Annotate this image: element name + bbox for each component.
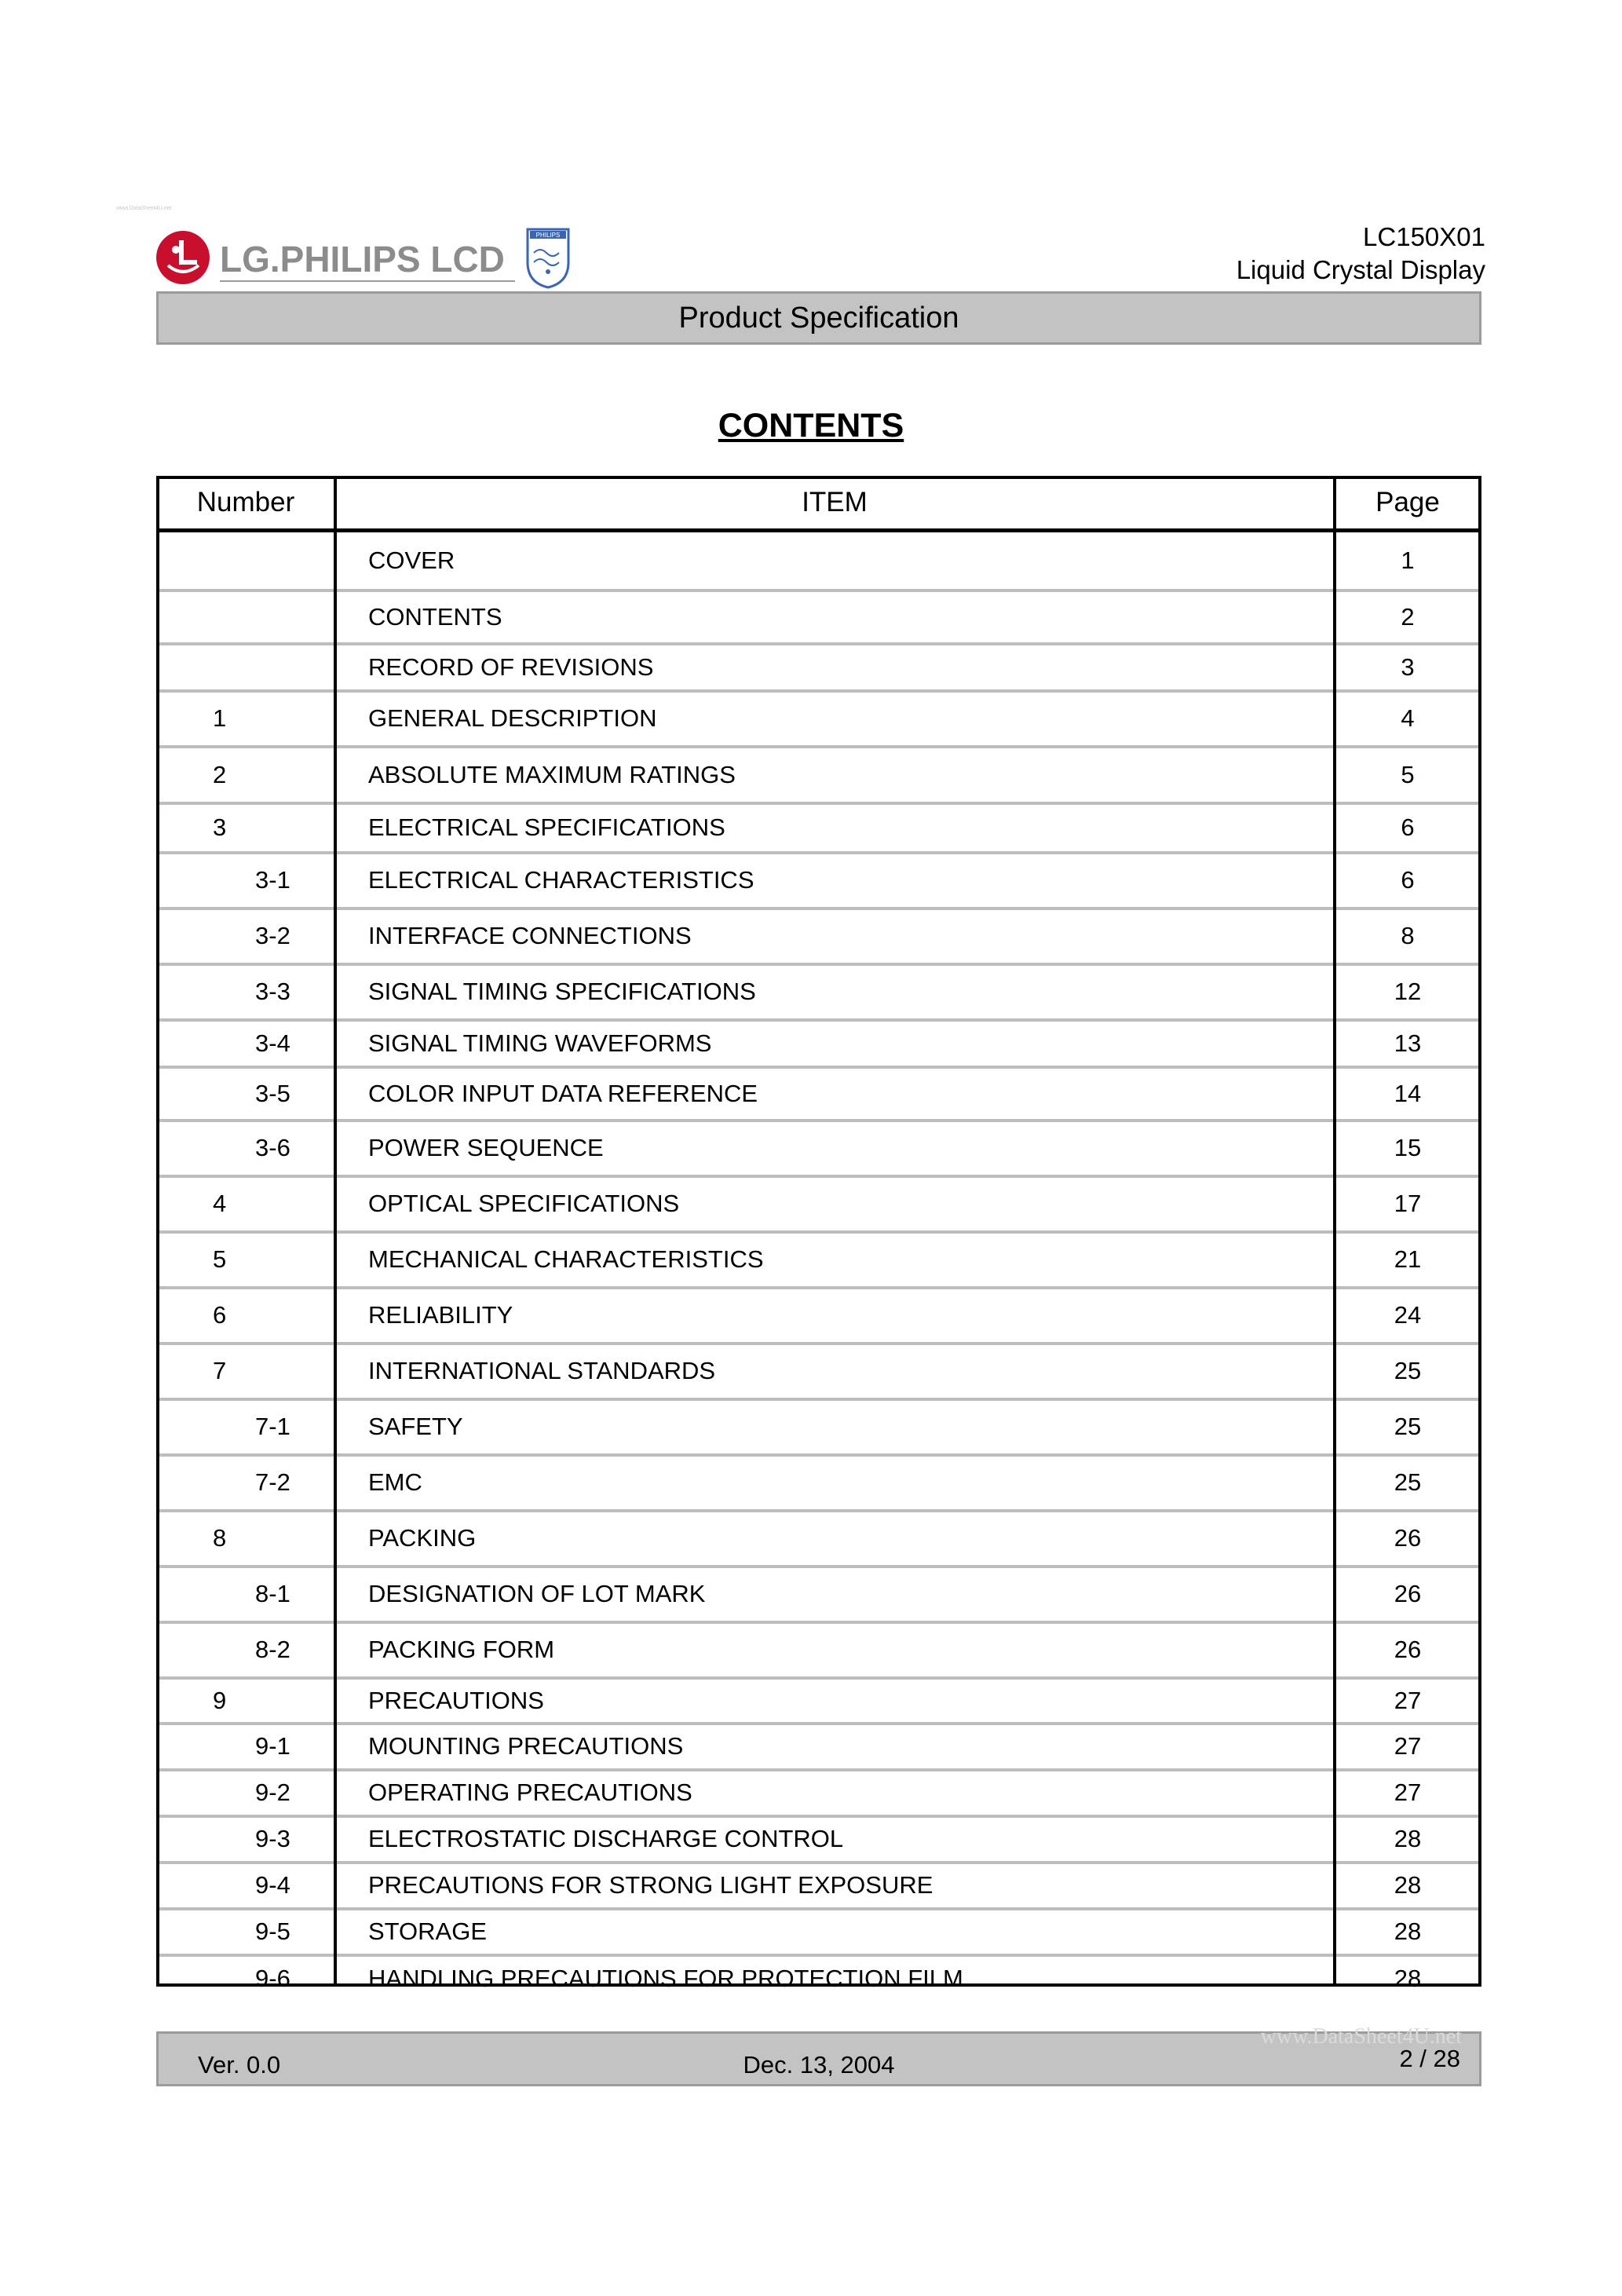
table-header-row <box>156 476 1481 531</box>
row-page: 2 <box>1334 590 1481 644</box>
table-row <box>156 1121 1481 1176</box>
footer-watermark: www.DataSheet4U.net <box>1260 2024 1462 2049</box>
table-row <box>156 964 1481 1020</box>
table-row <box>156 803 1481 853</box>
row-item: EMC <box>335 1455 1334 1511</box>
table-row <box>156 644 1481 691</box>
row-number: 1 <box>156 691 335 747</box>
row-number: 7-1 <box>156 1399 335 1455</box>
row-number: 3-3 <box>156 964 335 1020</box>
row-item: PACKING FORM <box>335 1622 1334 1678</box>
row-page: 26 <box>1334 1622 1481 1678</box>
table-row <box>156 1863 1481 1909</box>
row-item: CONTENTS <box>335 590 1334 644</box>
row-number: 3 <box>156 803 335 853</box>
row-item: MECHANICAL CHARACTERISTICS <box>335 1232 1334 1288</box>
row-item: PRECAUTIONS <box>335 1678 1334 1724</box>
lg-face-icon <box>156 231 210 284</box>
contents-table <box>156 476 1481 2002</box>
philips-shield-icon <box>528 229 568 287</box>
row-number: 9-3 <box>156 1816 335 1863</box>
row-item: DESIGNATION OF LOT MARK <box>335 1567 1334 1622</box>
document-title-bar <box>156 291 1481 345</box>
row-item: STORAGE <box>335 1909 1334 1955</box>
row-number <box>156 590 335 644</box>
row-item: HANDLING PRECAUTIONS FOR PROTECTION FILM <box>335 1955 1334 2002</box>
header-item: ITEM <box>335 476 1334 531</box>
table-row <box>156 1288 1481 1344</box>
row-page: 13 <box>1334 1020 1481 1067</box>
row-item: GENERAL DESCRIPTION <box>335 691 1334 747</box>
footer-page-indicator: 2 / 28 <box>1399 2045 1460 2072</box>
row-page: 25 <box>1334 1344 1481 1399</box>
row-number: 8 <box>156 1511 335 1567</box>
footer-date: Dec. 13, 2004 <box>743 2051 895 2078</box>
row-page: 6 <box>1334 853 1481 909</box>
footer-bar <box>156 2024 1481 2086</box>
row-item: PACKING <box>335 1511 1334 1567</box>
row-page: 28 <box>1334 1816 1481 1863</box>
table-row <box>156 1955 1481 2002</box>
row-page: 28 <box>1334 1909 1481 1955</box>
row-page: 25 <box>1334 1455 1481 1511</box>
row-item: RELIABILITY <box>335 1288 1334 1344</box>
table-row <box>156 1344 1481 1399</box>
row-page: 25 <box>1334 1399 1481 1455</box>
row-number <box>156 644 335 691</box>
table-row <box>156 1455 1481 1511</box>
row-number: 5 <box>156 1232 335 1288</box>
table-row <box>156 853 1481 909</box>
row-page: 6 <box>1334 803 1481 853</box>
table-row <box>156 909 1481 964</box>
contents-heading: CONTENTS <box>718 407 904 444</box>
row-page: 5 <box>1334 747 1481 803</box>
table-row <box>156 1511 1481 1567</box>
row-page: 26 <box>1334 1511 1481 1567</box>
table-row <box>156 1678 1481 1724</box>
table-row <box>156 691 1481 747</box>
table-row <box>156 1816 1481 1863</box>
row-item: COVER <box>368 546 455 574</box>
philips-badge-text: PHILIPS <box>535 232 561 239</box>
row-number: 9-2 <box>156 1770 335 1816</box>
row-item: ELECTRICAL CHARACTERISTICS <box>335 853 1334 909</box>
row-item: ELECTRICAL SPECIFICATIONS <box>335 803 1334 853</box>
logo-wordmark: LG.PHILIPS LCD <box>220 239 505 280</box>
footer-version: Ver. 0.0 <box>198 2051 281 2078</box>
contents-table-body <box>156 531 1481 2002</box>
row-page: 17 <box>1334 1176 1481 1232</box>
row-item: OPTICAL SPECIFICATIONS <box>335 1176 1334 1232</box>
row-number: 7 <box>156 1344 335 1399</box>
row-page: 24 <box>1334 1288 1481 1344</box>
row-page: 3 <box>1334 644 1481 691</box>
row-page: 1 <box>1401 546 1415 574</box>
table-row <box>156 1567 1481 1622</box>
table-row <box>156 590 1481 644</box>
row-number: 6 <box>156 1288 335 1344</box>
row-number: 3-1 <box>156 853 335 909</box>
row-item: OPERATING PRECAUTIONS <box>335 1770 1334 1816</box>
row-page: 26 <box>1334 1567 1481 1622</box>
table-row <box>156 1770 1481 1816</box>
row-number: 8-1 <box>156 1567 335 1622</box>
row-page: 27 <box>1334 1724 1481 1770</box>
row-number: 8-2 <box>156 1622 335 1678</box>
row-number: 3-5 <box>156 1067 335 1121</box>
row-page: 14 <box>1334 1067 1481 1121</box>
row-page: 12 <box>1334 964 1481 1020</box>
table-row <box>156 531 1481 590</box>
row-item: ELECTROSTATIC DISCHARGE CONTROL <box>335 1816 1334 1863</box>
row-number: 3-6 <box>156 1121 335 1176</box>
row-page: 8 <box>1334 909 1481 964</box>
row-number: 2 <box>156 747 335 803</box>
row-page: 27 <box>1334 1770 1481 1816</box>
table-row <box>156 1232 1481 1288</box>
row-item: MOUNTING PRECAUTIONS <box>335 1724 1334 1770</box>
row-item: SAFETY <box>335 1399 1334 1455</box>
table-row <box>156 1176 1481 1232</box>
row-page: 27 <box>1334 1678 1481 1724</box>
table-row <box>156 1399 1481 1455</box>
header-number: Number <box>156 476 335 531</box>
row-item: INTERNATIONAL STANDARDS <box>335 1344 1334 1399</box>
header-page: Page <box>1334 476 1481 531</box>
row-number: 3-4 <box>156 1020 335 1067</box>
row-number: 9-5 <box>156 1909 335 1955</box>
lg-philips-logo <box>154 226 578 289</box>
row-number: 9-4 <box>156 1863 335 1909</box>
table-row <box>156 1622 1481 1678</box>
row-number: 9-1 <box>156 1724 335 1770</box>
row-item: SIGNAL TIMING SPECIFICATIONS <box>335 964 1334 1020</box>
row-number <box>156 531 335 590</box>
row-page: 28 <box>1334 1955 1481 2002</box>
column-divider-number <box>334 476 337 1987</box>
row-number: 9-6 <box>156 1955 335 2002</box>
row-page: 15 <box>1334 1121 1481 1176</box>
table-row <box>156 747 1481 803</box>
row-item: POWER SEQUENCE <box>335 1121 1334 1176</box>
small-watermark: www.DataSheet4U.net <box>116 206 172 211</box>
row-number: 9 <box>156 1678 335 1724</box>
product-type: Liquid Crystal Display <box>1236 255 1485 284</box>
row-item: INTERFACE CONNECTIONS <box>335 909 1334 964</box>
row-page: 4 <box>1334 691 1481 747</box>
row-item: SIGNAL TIMING WAVEFORMS <box>335 1020 1334 1067</box>
row-item: RECORD OF REVISIONS <box>335 644 1334 691</box>
table-row <box>156 1724 1481 1770</box>
row-number: 3-2 <box>156 909 335 964</box>
row-number: 4 <box>156 1176 335 1232</box>
row-page: 21 <box>1334 1232 1481 1288</box>
column-divider-page <box>1333 476 1336 1987</box>
table-row <box>156 1067 1481 1121</box>
table-row <box>156 1909 1481 1955</box>
document-title: Product Specification <box>678 301 959 335</box>
row-number: 7-2 <box>156 1455 335 1511</box>
table-row <box>156 1020 1481 1067</box>
row-item: COLOR INPUT DATA REFERENCE <box>335 1067 1334 1121</box>
row-item: ABSOLUTE MAXIMUM RATINGS <box>335 747 1334 803</box>
model-number: LC150X01 <box>1363 222 1485 251</box>
row-page: 28 <box>1334 1863 1481 1909</box>
row-item: PRECAUTIONS FOR STRONG LIGHT EXPOSURE <box>335 1863 1334 1909</box>
